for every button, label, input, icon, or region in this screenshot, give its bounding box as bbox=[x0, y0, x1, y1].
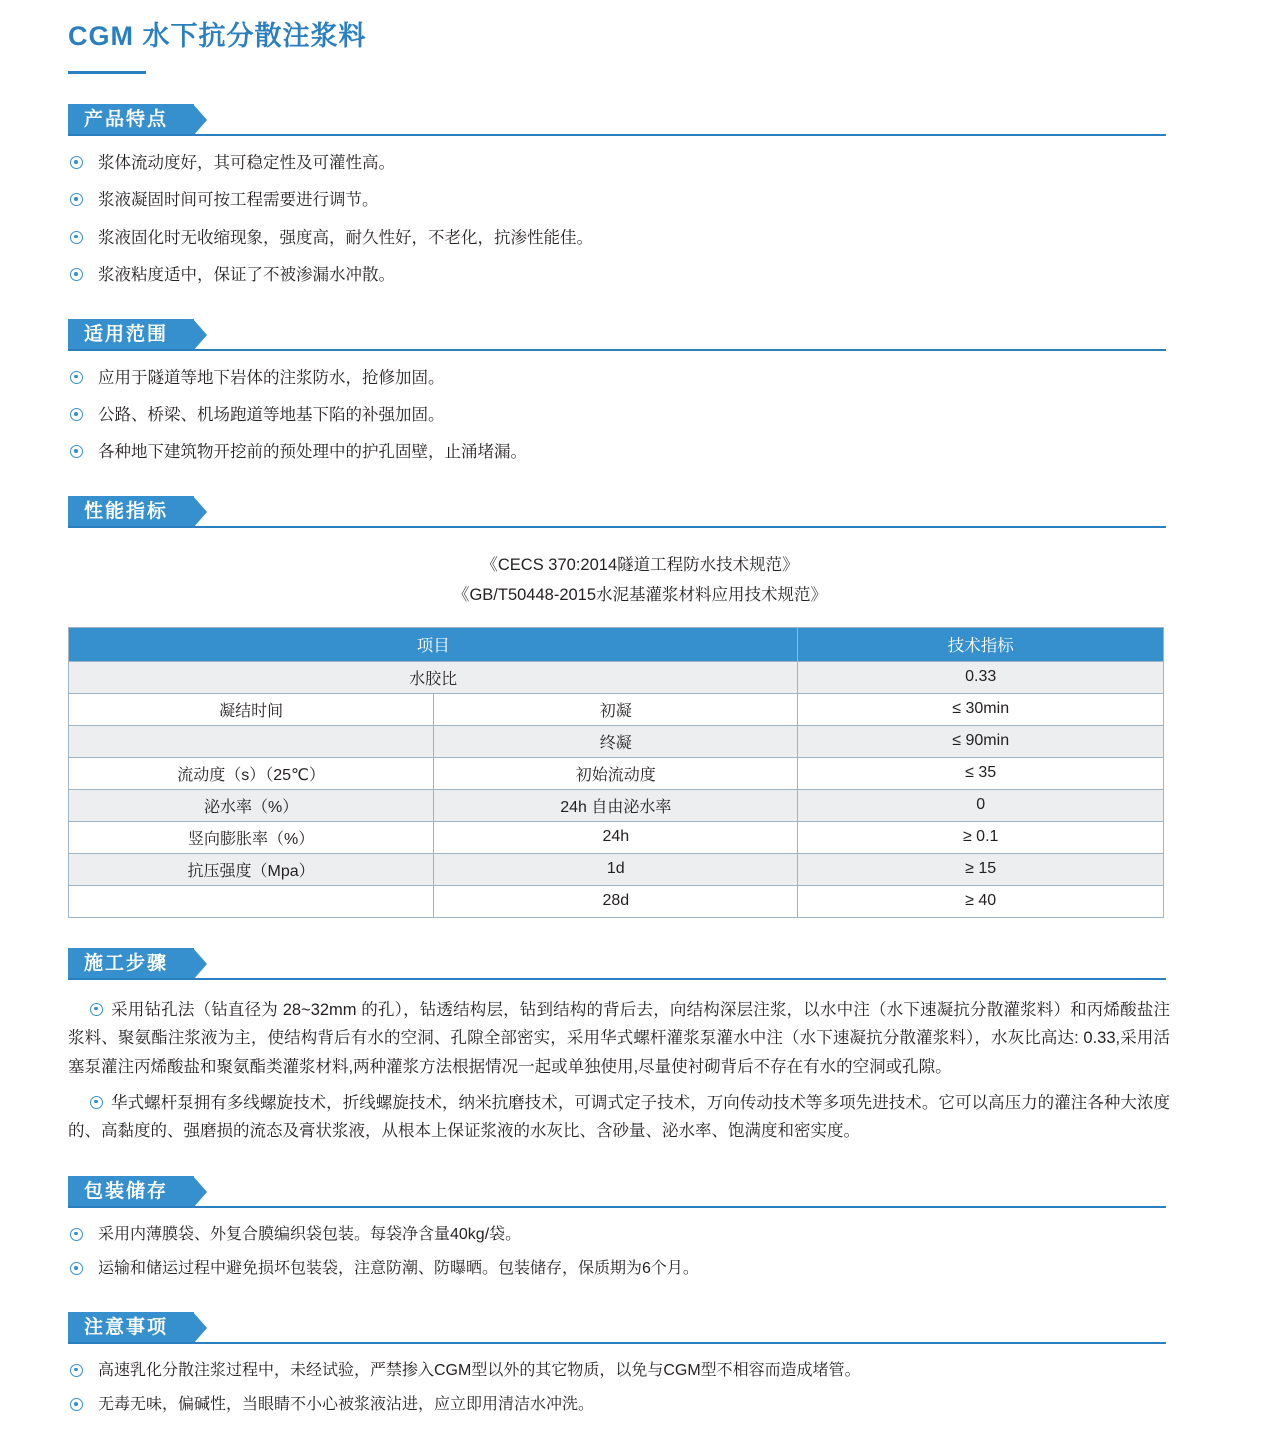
bullet-circle-icon bbox=[70, 193, 83, 206]
paragraph-text: 华式螺杆泵拥有多线螺旋技术，折线螺旋技术，纳米抗磨技术，可调式定子技术，万向传动技术等多项先进技术。它可以高压力的灌注各种大浓度的、高黏度的、强磨损的流态及膏状浆液，从根本上保证浆液的水灰比、含砂量、泌水率、饱满度和密实度。 bbox=[68, 1093, 1170, 1141]
document-page bbox=[0, 14, 1280, 1451]
table-cell-value: 0 bbox=[798, 789, 1164, 821]
bullet-circle-icon bbox=[70, 156, 83, 169]
heading-underline bbox=[68, 978, 1166, 980]
section-heading-label: 性能指标 bbox=[68, 496, 194, 528]
heading-tag-wrap bbox=[68, 496, 194, 528]
bullet-circle-icon bbox=[70, 1364, 83, 1377]
list-item-text: 浆液凝固时间可按工程需要进行调节。 bbox=[98, 191, 379, 210]
table-cell-sub: 初凝 bbox=[434, 693, 798, 725]
table-row bbox=[69, 757, 1164, 789]
title-divider bbox=[68, 71, 146, 74]
table-cell-item: 流动度（s）（25℃） bbox=[69, 757, 434, 789]
bullet-circle-icon bbox=[70, 371, 83, 384]
list-item bbox=[68, 402, 1210, 428]
table-cell-value: 0.33 bbox=[798, 661, 1164, 693]
list-item-text: 无毒无味，偏碱性，当眼睛不小心被浆液沾进，应立即用清洁水冲洗。 bbox=[98, 1396, 595, 1414]
section-product-features bbox=[0, 104, 1280, 289]
bullet-circle-icon bbox=[70, 445, 83, 458]
spec-table bbox=[68, 627, 1164, 918]
table-cell-item: 水胶比 bbox=[69, 661, 798, 693]
list-item bbox=[68, 1358, 1210, 1384]
table-cell-sub: 24h bbox=[434, 821, 798, 853]
table-cell-sub: 初始流动度 bbox=[434, 757, 798, 789]
table-cell-value: ≥ 15 bbox=[798, 853, 1164, 885]
list-item-text: 应用于隧道等地下岩体的注浆防水，抢修加固。 bbox=[98, 368, 445, 387]
section-heading-label: 包装储存 bbox=[68, 1176, 194, 1208]
table-cell-sub: 28d bbox=[434, 885, 798, 917]
table-cell-value: ≥ 0.1 bbox=[798, 821, 1164, 853]
heading-underline bbox=[68, 1342, 1166, 1344]
list-item-text: 运输和储运过程中避免损坏包装袋，注意防潮、防曝晒。包装储存，保质期为6个月。 bbox=[98, 1260, 699, 1278]
paragraph-text: 采用钻孔法（钻直径为 28~32mm 的孔），钻透结构层，钻到结构的背后去，向结构深层注浆，以水中注（水下速凝抗分散灌浆料）和丙烯酸盐注浆料、聚氨酯注浆液为主，使结构背后有水的空洞、孔隙全部密实，采用华式螺杆灌浆泵灌水中注（水下速凝抗分散灌浆料），水灰比高达: 0.33,采用活塞泵灌注丙烯酸盐和聚氨酯类灌浆材料,两种灌浆方法根据情况一起或单独使用,尽量使衬砌背后不存在有水的空洞或孔隙。 bbox=[68, 1000, 1170, 1076]
standard-reference: 《GB/T50448-2015水泥基灌浆材料应用技术规范》 bbox=[452, 586, 828, 605]
section-heading-label: 适用范围 bbox=[68, 319, 194, 351]
heading-tag-wrap bbox=[68, 1176, 194, 1208]
section-application-scope bbox=[0, 319, 1280, 466]
table-cell-value: ≤ 90min bbox=[798, 725, 1164, 757]
section-heading-application-scope bbox=[68, 319, 1166, 351]
heading-underline bbox=[68, 349, 1166, 351]
section-heading-label: 施工步骤 bbox=[68, 948, 194, 980]
list-item bbox=[68, 262, 1210, 288]
table-row bbox=[69, 661, 1164, 693]
bullet-circle-icon bbox=[70, 231, 83, 244]
standards-references bbox=[0, 550, 1280, 611]
table-row bbox=[69, 885, 1164, 917]
bullet-circle-icon bbox=[90, 1003, 103, 1016]
table-cell-item: 凝结时间 bbox=[69, 693, 434, 725]
list-item bbox=[68, 1392, 1210, 1418]
table-cell-item: 泌水率（%） bbox=[69, 789, 434, 821]
section-heading-label: 注意事项 bbox=[68, 1312, 194, 1344]
heading-tag-wrap bbox=[68, 104, 194, 136]
heading-tag-wrap bbox=[68, 948, 194, 980]
list-item-text: 采用内薄膜袋、外复合膜编织袋包装。每袋净含量40kg/袋。 bbox=[98, 1225, 522, 1243]
list-item bbox=[68, 1256, 1210, 1282]
table-cell-value: ≤ 30min bbox=[798, 693, 1164, 725]
table-cell-sub: 1d bbox=[434, 853, 798, 885]
paragraph bbox=[68, 1089, 1170, 1146]
section-heading-label: 产品特点 bbox=[68, 104, 194, 136]
bullet-circle-icon bbox=[90, 1096, 103, 1109]
standard-reference: 《CECS 370:2014隧道工程防水技术规范》 bbox=[481, 555, 799, 574]
table-row bbox=[69, 821, 1164, 853]
section-construction-steps bbox=[0, 948, 1280, 1146]
bullet-circle-icon bbox=[70, 408, 83, 421]
section-packaging-storage bbox=[0, 1176, 1280, 1282]
list-item bbox=[68, 187, 1210, 213]
list-item-text: 各种地下建筑物开挖前的预处理中的护孔固壁，止涌堵漏。 bbox=[98, 443, 527, 462]
section-heading-performance-index bbox=[68, 496, 1166, 528]
heading-underline bbox=[68, 526, 1166, 528]
table-cell-item bbox=[69, 885, 434, 917]
list-item-text: 浆液粘度适中，保证了不被渗漏水冲散。 bbox=[98, 266, 395, 285]
table-cell-sub: 24h 自由泌水率 bbox=[434, 789, 798, 821]
list-item-text: 浆体流动度好，其可稳定性及可灌性高。 bbox=[98, 154, 395, 172]
list-item bbox=[68, 1222, 1210, 1248]
table-cell-sub: 终凝 bbox=[434, 725, 798, 757]
bullet-circle-icon bbox=[70, 1262, 83, 1275]
scope-list bbox=[0, 365, 1280, 466]
table-cell-item bbox=[69, 725, 434, 757]
table-header-cell-index: 技术指标 bbox=[798, 627, 1164, 661]
section-heading-construction-steps bbox=[68, 948, 1166, 980]
table-row bbox=[69, 789, 1164, 821]
table-cell-value: ≤ 35 bbox=[798, 757, 1164, 789]
section-heading-product-features bbox=[68, 104, 1166, 136]
heading-underline bbox=[68, 1206, 1166, 1208]
bullet-circle-icon bbox=[70, 268, 83, 281]
list-item-text: 高速乳化分散注浆过程中，未经试验，严禁掺入CGM型以外的其它物质，以免与CGM型不相容而造成堵管。 bbox=[98, 1361, 861, 1379]
table-row bbox=[69, 693, 1164, 725]
heading-tag-wrap bbox=[68, 1312, 194, 1344]
construction-paragraphs bbox=[0, 996, 1280, 1146]
table-header-cell-item: 项目 bbox=[69, 627, 798, 661]
paragraph bbox=[68, 996, 1170, 1081]
heading-tag-wrap bbox=[68, 319, 194, 351]
list-item-text: 浆液固化时无收缩现象，强度高，耐久性好，不老化，抗渗性能佳。 bbox=[98, 228, 593, 247]
table-row bbox=[69, 725, 1164, 757]
bullet-circle-icon bbox=[70, 1398, 83, 1411]
list-item bbox=[68, 150, 1210, 176]
precaution-list bbox=[0, 1358, 1280, 1418]
bullet-circle-icon bbox=[70, 1228, 83, 1241]
list-item bbox=[68, 365, 1210, 391]
packaging-list bbox=[0, 1222, 1280, 1282]
section-heading-packaging-storage bbox=[68, 1176, 1166, 1208]
page-title: CGM 水下抗分散注浆料 bbox=[68, 21, 367, 51]
table-row bbox=[69, 853, 1164, 885]
section-performance-index bbox=[0, 496, 1280, 918]
table-header-row bbox=[69, 627, 1164, 661]
table-cell-item: 抗压强度（Mpa） bbox=[69, 853, 434, 885]
heading-underline bbox=[68, 134, 1166, 136]
table-cell-value: ≥ 40 bbox=[798, 885, 1164, 917]
feature-list bbox=[0, 150, 1280, 289]
list-item-text: 公路、桥梁、机场跑道等地基下陷的补强加固。 bbox=[98, 405, 445, 424]
table-cell-item: 竖向膨胀率（%） bbox=[69, 821, 434, 853]
section-precautions bbox=[0, 1312, 1280, 1418]
list-item bbox=[68, 439, 1210, 465]
section-heading-precautions bbox=[68, 1312, 1166, 1344]
list-item bbox=[68, 225, 1210, 251]
